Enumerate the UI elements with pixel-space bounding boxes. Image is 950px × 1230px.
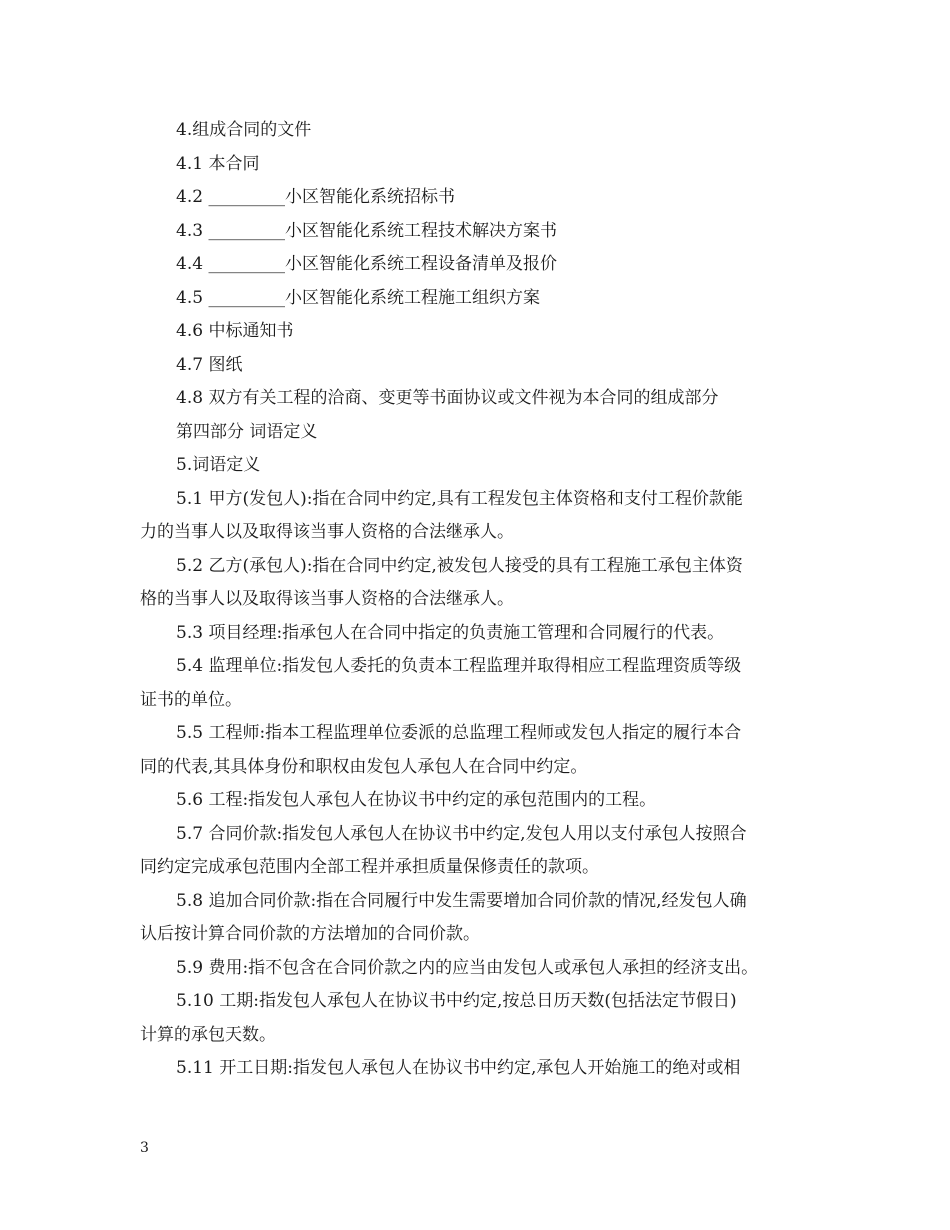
- section-heading: 第四部分 词语定义: [176, 421, 318, 442]
- text-line: 4.5 _________小区智能化系统工程施工组织方案: [176, 287, 540, 308]
- text-line: 5.1 甲方(发包人):指在合同中约定,具有工程发包主体资格和支付工程价款能: [176, 488, 743, 509]
- text-line: 4.6 中标通知书: [176, 321, 294, 341]
- text-line: 5.8 追加合同价款:指在合同履行中发生需要增加合同价款的情况,经发包人确: [176, 890, 747, 911]
- text-line: 5.5 工程师:指本工程监理单位委派的总监理工程师或发包人指定的履行本合: [176, 723, 742, 743]
- text-line: 5.9 费用:指不包含在合同价款之内的应当由发包人或承包人承担的经济支出。: [176, 957, 759, 978]
- text-line: 格的当事人以及取得该当事人资格的合法继承人。: [140, 589, 514, 609]
- text-line: 证书的单位。: [140, 689, 242, 710]
- text-line: 4.7 图纸: [176, 354, 243, 375]
- text-line: 同约定完成承包范围内全部工程并承担质量保修责任的款项。: [140, 857, 599, 877]
- page-number: 3: [140, 1140, 149, 1156]
- text-line: 力的当事人以及取得该当事人资格的合法继承人。: [140, 522, 514, 542]
- text-line: 5.10 工期:指发包人承包人在协议书中约定,按总日历天数(包括法定节假日): [176, 991, 737, 1011]
- text-line: 认后按计算合同价款的方法增加的合同价款。: [140, 924, 480, 944]
- text-line: 5.4 监理单位:指发包人委托的负责本工程监理并取得相应工程监理资质等级: [176, 656, 742, 676]
- text-line: 5.7 合同价款:指发包人承包人在协议书中约定,发包人用以支付承包人按照合: [176, 823, 747, 844]
- text-line: 同的代表,其具体身份和职权由发包人承包人在合同中约定。: [140, 756, 588, 777]
- text-line: 4.1 本合同: [176, 153, 260, 174]
- text-line: 5.6 工程:指发包人承包人在协议书中约定的承包范围内的工程。: [176, 790, 657, 810]
- text-line: 5.3 项目经理:指承包人在合同中指定的负责施工管理和合同履行的代表。: [176, 622, 725, 643]
- text-line: 4.8 双方有关工程的洽商、变更等书面协议或文件视为本合同的组成部分: [176, 388, 719, 408]
- text-line: 5.词语定义: [176, 455, 261, 475]
- text-line: 4.2 _________小区智能化系统招标书: [176, 187, 455, 207]
- text-line: 4.4 _________小区智能化系统工程设备清单及报价: [176, 254, 557, 274]
- text-line: 计算的承包天数。: [140, 1024, 276, 1045]
- text-line: 5.2 乙方(承包人):指在合同中约定,被发包人接受的具有工程施工承包主体资: [176, 555, 743, 576]
- text-line: 4.3 _________小区智能化系统工程技术解决方案书: [176, 220, 557, 241]
- text-line: 5.11 开工日期:指发包人承包人在协议书中约定,承包人开始施工的绝对或相: [176, 1058, 741, 1078]
- document-body: [140, 114, 812, 1086]
- text-line: 4.组成合同的文件: [176, 120, 312, 140]
